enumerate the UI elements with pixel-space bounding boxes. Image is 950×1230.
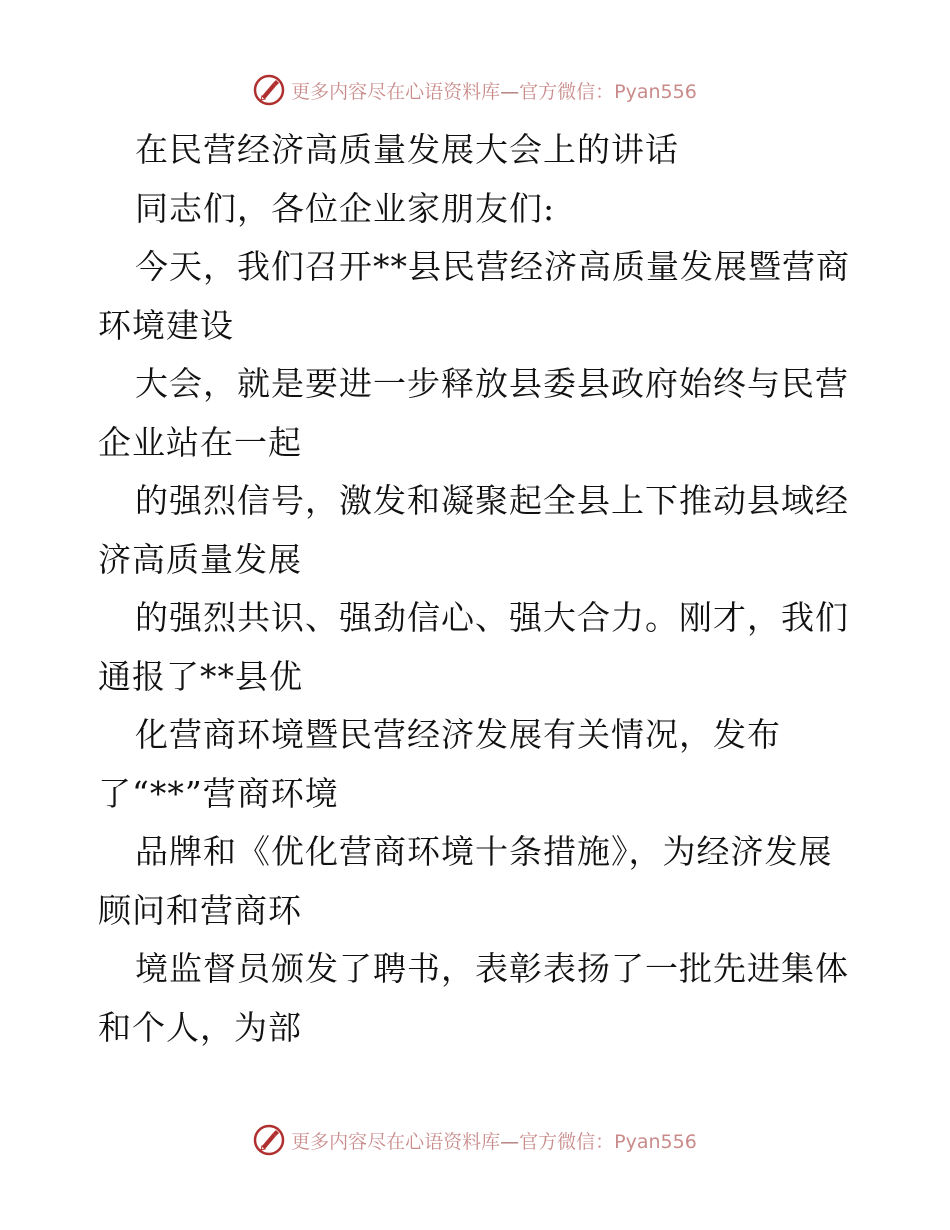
banner-official-wechat: 官方微信：Pyan556 <box>519 80 697 103</box>
paragraph-line: 今天，我们召开**县民营经济高质量发展暨营商 <box>135 247 850 286</box>
paragraph-line: 的强烈共识、强劲信心、强大合力。刚才，我们 <box>135 598 849 637</box>
paragraph-line: 大会，就是要进一步释放县委县政府始终与民营 <box>135 364 849 403</box>
banner-separator: — <box>500 1130 520 1153</box>
banner-title: 更多内容尽在心语资料库 <box>291 80 501 103</box>
logo-icon <box>253 74 285 106</box>
header-watermark-banner <box>0 70 950 110</box>
banner-title: 更多内容尽在心语资料库 <box>291 1130 501 1153</box>
document-body <box>98 121 858 1057</box>
footer-watermark-banner <box>0 1120 950 1160</box>
banner-official-wechat: 官方微信：Pyan556 <box>519 1130 697 1153</box>
banner-text-group <box>291 77 697 104</box>
paragraph-line: 的强烈信号，激发和凝聚起全县上下推动县域经 <box>135 481 849 520</box>
paragraph-line: 企业站在一起 <box>98 422 302 462</box>
banner-separator: — <box>500 80 520 103</box>
paragraph-line: 济高质量发展 <box>98 539 302 579</box>
salutation-line: 同志们，各位企业家朋友们: <box>135 188 556 228</box>
logo-icon <box>253 1124 285 1156</box>
paragraph-line: 化营商环境暨民营经济发展有关情况，发布 <box>135 715 781 754</box>
banner-text-group <box>291 1127 697 1154</box>
paragraph-line: 通报了**县优 <box>98 656 303 696</box>
paragraph-line: 和个人，为部 <box>98 1007 302 1047</box>
paragraph-line: 环境建设 <box>98 305 234 345</box>
paragraph-line: 品牌和《优化营商环境十条措施》，为经济发展 <box>135 832 833 871</box>
document-title: 在民营经济高质量发展大会上的讲话 <box>135 130 679 169</box>
paragraph-line: 了“**”营商环境 <box>98 773 339 813</box>
paragraph-line: 境监督员颁发了聘书，表彰表扬了一批先进集体 <box>135 949 849 988</box>
paragraph-line: 顾问和营商环 <box>98 890 302 930</box>
